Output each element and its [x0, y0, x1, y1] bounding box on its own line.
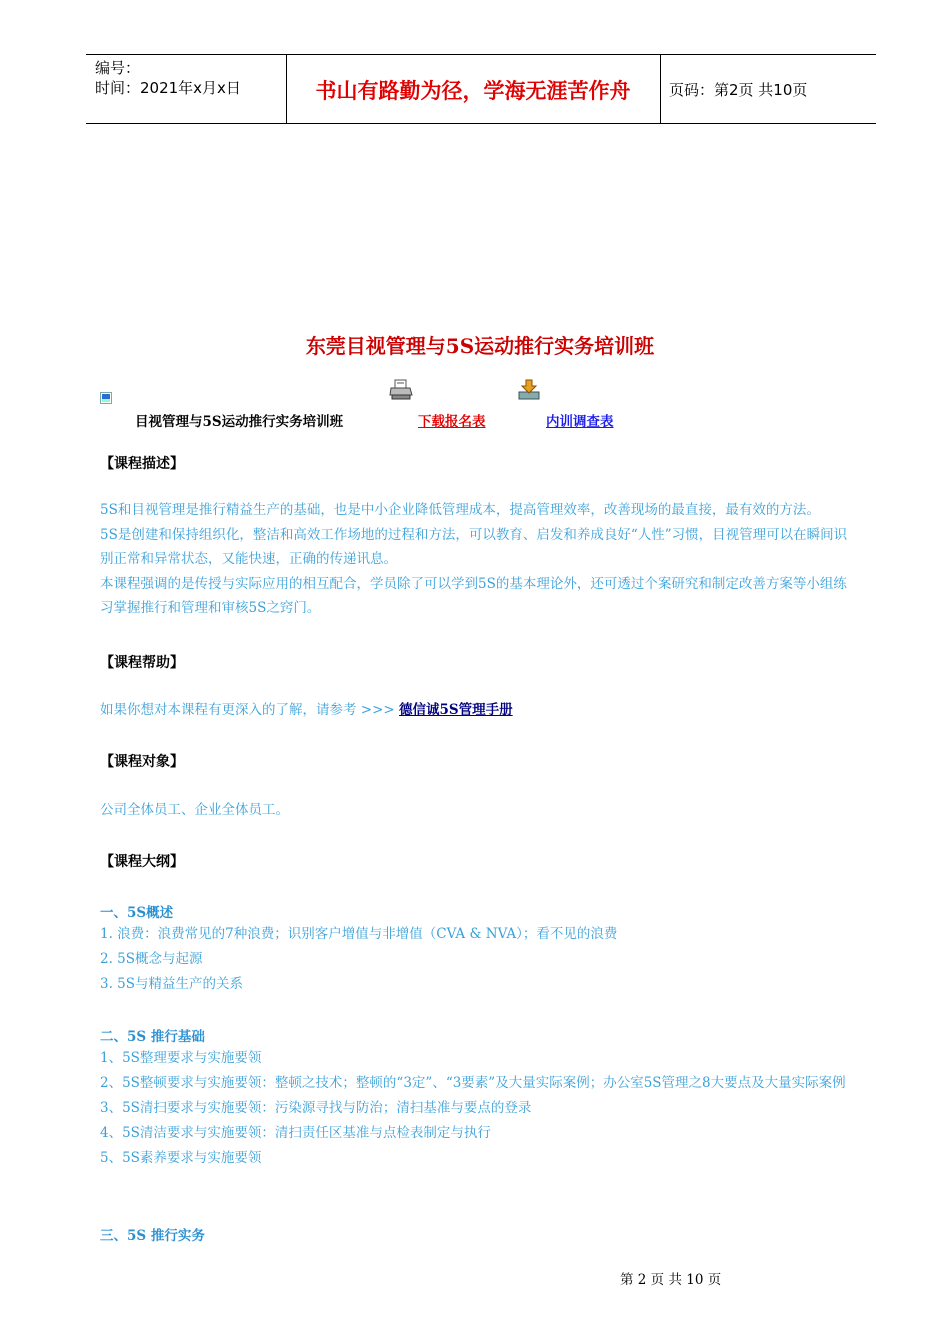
- image-placeholder-icon: [100, 389, 112, 408]
- outline-heading: 【课程大纲】: [100, 854, 184, 870]
- list-item: 2、5S整顿要求与实施要领：整顿之技术；整顿的“3定”、“3要素”及大量实际案例；办公室5S管理之8大要点及大量实际案例: [100, 1075, 846, 1091]
- help-text: 如果你想对本课程有更深入的了解，请参考 >>>: [100, 702, 400, 718]
- page-header: [86, 54, 876, 124]
- list-item: 5、5S素养要求与实施要领: [100, 1150, 262, 1166]
- survey-link[interactable]: 内训调查表: [546, 414, 614, 430]
- description-heading: 【课程描述】: [100, 456, 184, 472]
- header-page-label: 页码：第2页 共10页: [669, 81, 808, 99]
- audience-text: 公司全体员工、企业全体员工。: [100, 802, 289, 818]
- outline-part-list: [100, 1046, 860, 1171]
- description-paragraph: 5S是创建和保持组织化，整洁和高效工作场地的过程和方法，可以教育、启发和养成良好“人性”习惯，目视管理可以在瞬间识别正常和异常状态，又能快速，正确的传递讯息。: [100, 526, 848, 567]
- audience-heading: 【课程对象】: [100, 754, 184, 770]
- course-name: 目视管理与5S运动推行实务培训班: [135, 414, 344, 430]
- printer-icon[interactable]: [389, 379, 413, 405]
- outline-part-title: 三、5S 推行实务: [100, 1228, 205, 1244]
- header-motto: 书山有路勤为径，学海无涯苦作舟: [315, 79, 631, 103]
- list-item: 4、5S清洁要求与实施要领：清扫责任区基准与点检表制定与执行: [100, 1125, 491, 1141]
- serial-label: 编号：: [95, 59, 141, 77]
- help-heading: 【课程帮助】: [100, 655, 184, 671]
- description-paragraph: 5S和目视管理是推行精益生产的基础，也是中小企业降低管理成本，提高管理效率，改善现场的最直接，最有效的方法。: [100, 502, 820, 518]
- download-form-link[interactable]: 下载报名表: [418, 414, 486, 430]
- list-item: 2. 5S概念与起源: [100, 951, 203, 967]
- list-item: 3、5S清扫要求与实施要领：污染源寻找与防治；清扫基准与要点的登录: [100, 1100, 532, 1116]
- list-item: 3. 5S与精益生产的关系: [100, 976, 244, 992]
- outline-part-title: 一、5S概述: [100, 905, 174, 921]
- manual-link[interactable]: 德信诚5S管理手册: [399, 702, 513, 718]
- description-paragraph: 本课程强调的是传授与实际应用的相互配合，学员除了可以学到5S的基本理论外，还可透过个案研究和制定改善方案等小组练习掌握推行和管理和审核5S之窍门。: [100, 575, 847, 616]
- page-title: 东莞目视管理与5S运动推行实务培训班: [305, 334, 655, 358]
- list-item: 1、5S整理要求与实施要领: [100, 1050, 262, 1066]
- page-footer: 第 2 页 共 10 页: [620, 1272, 722, 1288]
- outline-part-list: [100, 922, 860, 997]
- help-body: [100, 698, 860, 723]
- header-meta: [95, 58, 241, 98]
- description-body: [100, 498, 860, 621]
- header-divider: [660, 55, 661, 123]
- outline-part-title: 二、5S 推行基础: [100, 1029, 205, 1045]
- list-item: 1. 浪费：浪费常见的7种浪费；识别客户增值与非增值（CVA & NVA）；看不见的浪费: [100, 926, 618, 942]
- download-icon[interactable]: [517, 378, 541, 406]
- time-label: 时间：2021年x月x日: [95, 79, 241, 97]
